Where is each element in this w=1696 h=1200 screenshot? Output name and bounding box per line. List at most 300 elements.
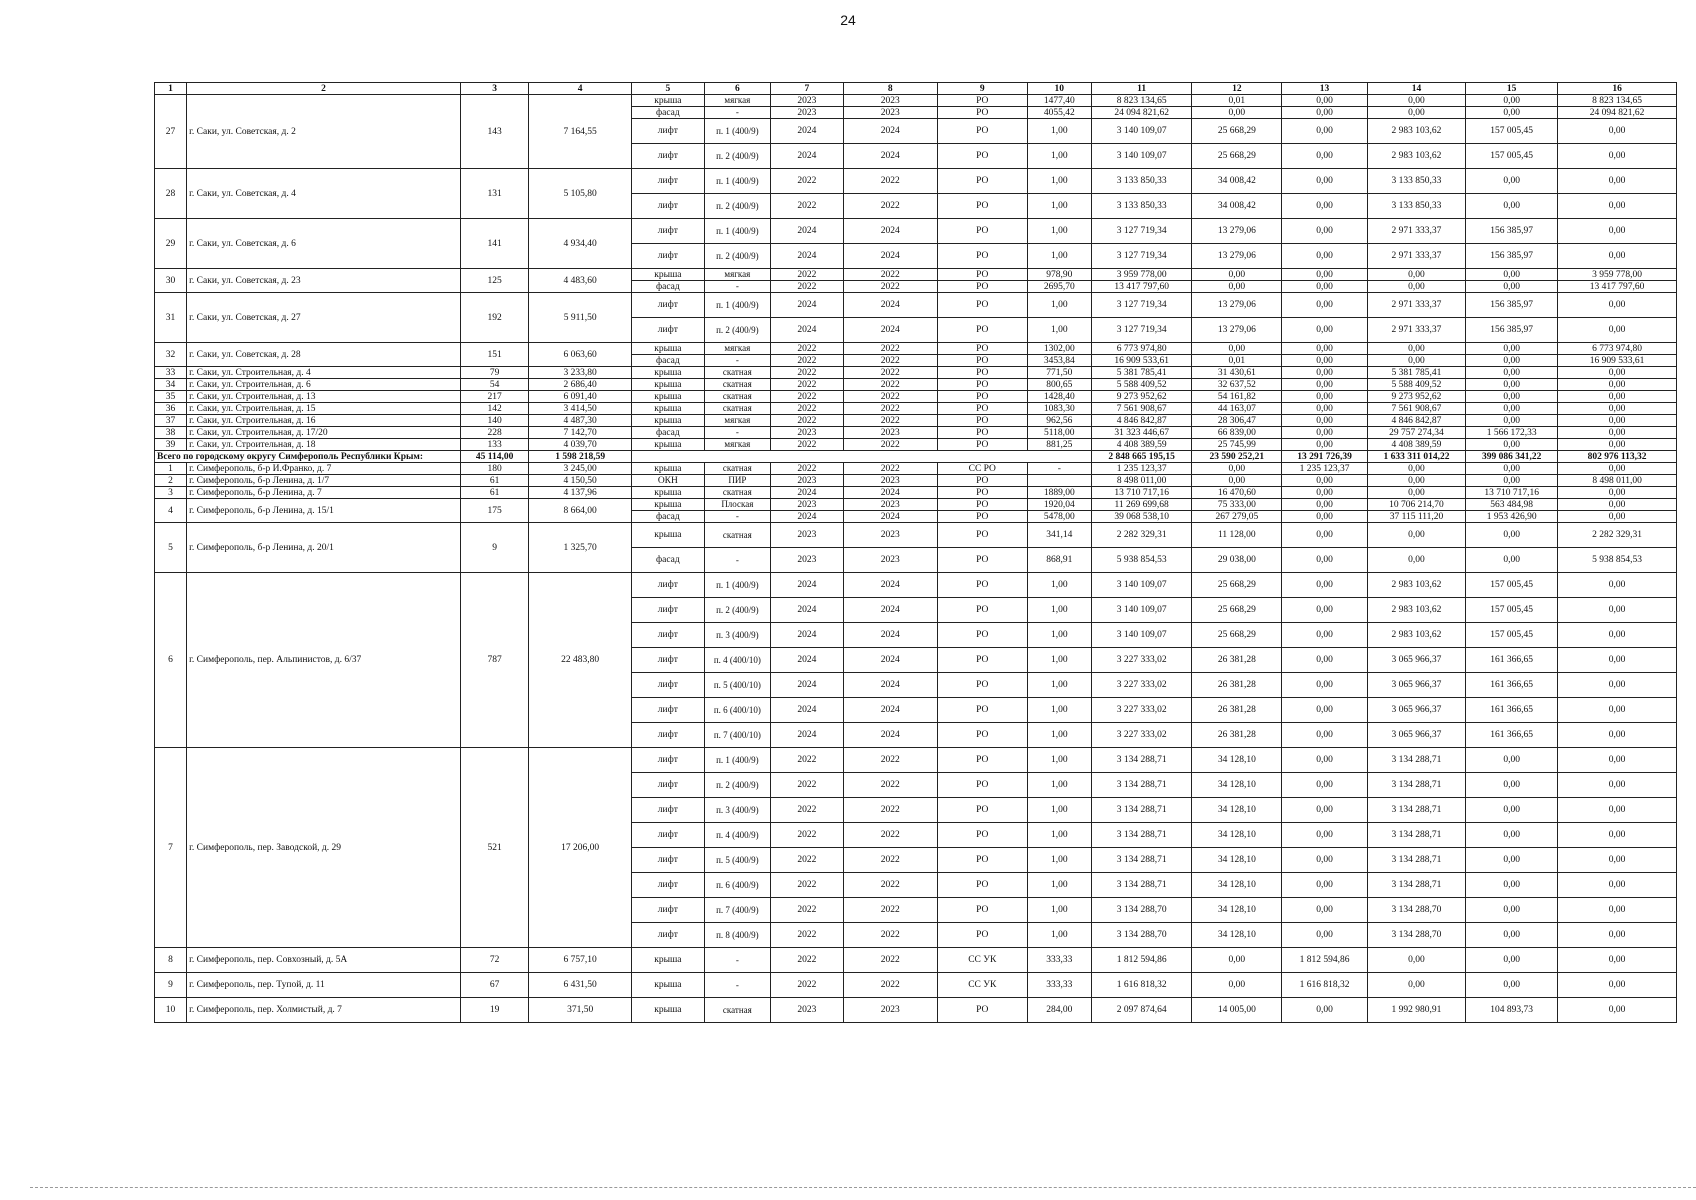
table-cell: крыша <box>631 403 704 415</box>
table-cell: 2023 <box>771 499 844 511</box>
table-cell: 0,00 <box>1192 281 1282 293</box>
table-cell: РО <box>937 391 1027 403</box>
table-cell: 0,00 <box>1466 107 1558 119</box>
table-cell: 3 134 288,71 <box>1091 798 1192 823</box>
table-cell: 2022 <box>843 379 937 391</box>
table-cell: СС УК <box>937 973 1027 998</box>
table-cell: 29 038,00 <box>1192 548 1282 573</box>
address-cell: г. Саки, ул. Строительная, д. 18 <box>187 439 461 451</box>
table-cell: 9 273 952,62 <box>1091 391 1192 403</box>
table-cell: 563 484,98 <box>1466 499 1558 511</box>
table-cell: 2022 <box>843 169 937 194</box>
table-cell: 0,00 <box>1466 898 1558 923</box>
table-cell: 3 140 109,07 <box>1091 623 1192 648</box>
table-cell: 2022 <box>843 748 937 773</box>
table-cell: 2022 <box>771 898 844 923</box>
table-cell: РО <box>937 873 1027 898</box>
table-cell: 24 094 821,62 <box>1558 107 1677 119</box>
table-cell: 157 005,45 <box>1466 573 1558 598</box>
table-cell: лифт <box>631 848 704 873</box>
table-cell: 333,33 <box>1027 973 1091 998</box>
table-cell: 1,00 <box>1027 848 1091 873</box>
table-cell: 6 757,10 <box>529 948 632 973</box>
table-cell: п. 6 (400/10) <box>704 698 770 723</box>
table-cell: п. 1 (400/9) <box>704 748 770 773</box>
table-row <box>155 269 1677 281</box>
table-cell: 26 381,28 <box>1192 648 1282 673</box>
table-cell: 2 282 329,31 <box>1091 523 1192 548</box>
table-cell: 0,00 <box>1282 511 1368 523</box>
address-cell: г. Саки, ул. Строительная, д. 4 <box>187 367 461 379</box>
table-cell: 61 <box>460 475 528 487</box>
table-cell: 25 668,29 <box>1192 573 1282 598</box>
table-cell: 2022 <box>843 269 937 281</box>
table-cell: 2022 <box>843 773 937 798</box>
table-row <box>155 367 1677 379</box>
table-cell: РО <box>937 623 1027 648</box>
table-cell: 0,00 <box>1558 898 1677 923</box>
table-cell: - <box>704 511 770 523</box>
table-cell: 5 381 785,41 <box>1091 367 1192 379</box>
table-cell: лифт <box>631 823 704 848</box>
table-cell: 2022 <box>771 848 844 873</box>
table-cell: 1477,40 <box>1027 95 1091 107</box>
table-cell: РО <box>937 293 1027 318</box>
table-cell: 0,00 <box>1466 548 1558 573</box>
table-cell: 2 971 333,37 <box>1367 244 1465 269</box>
table-cell: п. 2 (400/9) <box>704 144 770 169</box>
table-cell: лифт <box>631 623 704 648</box>
table-cell: 1 812 594,86 <box>1091 948 1192 973</box>
table-cell: 2022 <box>843 823 937 848</box>
table-cell: 1 992 980,91 <box>1367 998 1465 1023</box>
table-cell: 0,00 <box>1558 623 1677 648</box>
table-cell: 0,00 <box>1558 379 1677 391</box>
table-cell: 2022 <box>843 948 937 973</box>
table-cell: РО <box>937 748 1027 773</box>
table-row <box>155 748 1677 773</box>
table-cell: - <box>704 355 770 367</box>
table-cell: 0,00 <box>1192 948 1282 973</box>
address-cell: г. Симферополь, пер. Совхозный, д. 5А <box>187 948 461 973</box>
table-cell: 1,00 <box>1027 898 1091 923</box>
table-cell: 0,00 <box>1282 403 1368 415</box>
table-cell: 3 959 778,00 <box>1558 269 1677 281</box>
total-row <box>155 451 1677 463</box>
table-cell: РО <box>937 673 1027 698</box>
table-cell: 156 385,97 <box>1466 219 1558 244</box>
table-cell: лифт <box>631 194 704 219</box>
table-cell: 0,00 <box>1282 475 1368 487</box>
table-cell: 2022 <box>843 415 937 427</box>
table-cell: 0,00 <box>1466 343 1558 355</box>
table-cell: 2022 <box>843 873 937 898</box>
table-cell: 0,00 <box>1192 343 1282 355</box>
table-cell: 0,00 <box>1558 244 1677 269</box>
table-cell: 11 269 699,68 <box>1091 499 1192 511</box>
table-cell: 2022 <box>771 798 844 823</box>
table-cell: 1 598 218,59 <box>529 451 632 463</box>
table-cell: 0,00 <box>1558 439 1677 451</box>
table-cell: 0,00 <box>1282 773 1368 798</box>
table-cell: - <box>704 973 770 998</box>
table-cell: РО <box>937 119 1027 144</box>
table-cell: 161 366,65 <box>1466 723 1558 748</box>
table-cell: 0,00 <box>1367 95 1465 107</box>
works-table <box>154 82 1677 1023</box>
table-cell: РО <box>937 95 1027 107</box>
table-cell: РО <box>937 367 1027 379</box>
table-cell: РО <box>937 598 1027 623</box>
table-cell: 1,00 <box>1027 723 1091 748</box>
table-cell: 0,00 <box>1558 973 1677 998</box>
table-cell: 2022 <box>843 848 937 873</box>
table-cell: 2024 <box>843 623 937 648</box>
table-cell: РО <box>937 169 1027 194</box>
table-cell: 4 408 389,59 <box>1091 439 1192 451</box>
table-cell: 4 483,60 <box>529 269 632 293</box>
table-cell: лифт <box>631 169 704 194</box>
table-cell: 2022 <box>843 439 937 451</box>
table-cell: п. 8 (400/9) <box>704 923 770 948</box>
table-cell: лифт <box>631 698 704 723</box>
table-cell: 0,00 <box>1466 523 1558 548</box>
table-cell: 3 134 288,71 <box>1091 848 1192 873</box>
row-number: 27 <box>155 95 187 169</box>
table-cell: 4 846 842,87 <box>1091 415 1192 427</box>
table-cell: 3 134 288,71 <box>1091 773 1192 798</box>
table-cell: 333,33 <box>1027 948 1091 973</box>
table-cell: 2024 <box>771 623 844 648</box>
table-cell: 0,00 <box>1282 355 1368 367</box>
table-cell: п. 1 (400/9) <box>704 119 770 144</box>
table-cell: 3 227 333,02 <box>1091 673 1192 698</box>
table-cell: 0,00 <box>1282 623 1368 648</box>
row-number: 34 <box>155 379 187 391</box>
table-cell: 0,00 <box>1282 269 1368 281</box>
table-cell: фасад <box>631 548 704 573</box>
table-cell: 14 005,00 <box>1192 998 1282 1023</box>
table-cell: 2 971 333,37 <box>1367 293 1465 318</box>
table-cell: п. 7 (400/9) <box>704 898 770 923</box>
row-number: 32 <box>155 343 187 367</box>
table-cell: 2024 <box>843 293 937 318</box>
table-cell: 0,00 <box>1282 673 1368 698</box>
table-cell: 341,14 <box>1027 523 1091 548</box>
table-cell: 0,00 <box>1558 923 1677 948</box>
table-cell: 54 <box>460 379 528 391</box>
address-cell: г. Симферополь, пер. Тупой, д. 11 <box>187 973 461 998</box>
table-cell: РО <box>937 475 1027 487</box>
table-cell: 2022 <box>843 343 937 355</box>
table-cell: 0,00 <box>1367 463 1465 475</box>
table-cell: 0,00 <box>1282 499 1368 511</box>
table-cell: РО <box>937 798 1027 823</box>
table-cell: 2 971 333,37 <box>1367 318 1465 343</box>
table-cell: 0,00 <box>1282 427 1368 439</box>
table-cell: 2022 <box>843 281 937 293</box>
table-cell: 0,00 <box>1367 523 1465 548</box>
table-cell: - <box>704 948 770 973</box>
table-cell: 157 005,45 <box>1466 144 1558 169</box>
table-cell: п. 1 (400/9) <box>704 219 770 244</box>
table-cell: 3 134 288,71 <box>1367 748 1465 773</box>
table-cell: 34 128,10 <box>1192 823 1282 848</box>
table-cell: 34 008,42 <box>1192 169 1282 194</box>
table-cell: 161 366,65 <box>1466 698 1558 723</box>
table-cell: 0,00 <box>1282 798 1368 823</box>
table-cell: 2022 <box>771 403 844 415</box>
table-cell: 23 590 252,21 <box>1192 451 1282 463</box>
table-cell: 75 333,00 <box>1192 499 1282 511</box>
table-cell: 2022 <box>771 343 844 355</box>
table-cell: 0,00 <box>1466 475 1558 487</box>
table-cell: 3 133 850,33 <box>1367 194 1465 219</box>
table-cell: РО <box>937 523 1027 548</box>
table-row <box>155 973 1677 998</box>
row-number: 5 <box>155 523 187 573</box>
table-cell: 0,00 <box>1558 403 1677 415</box>
column-header: 4 <box>529 83 632 95</box>
table-cell: 1 566 172,33 <box>1466 427 1558 439</box>
row-number: 35 <box>155 391 187 403</box>
table-cell: РО <box>937 499 1027 511</box>
table-cell: фасад <box>631 511 704 523</box>
table-cell: 267 279,05 <box>1192 511 1282 523</box>
table-cell: 881,25 <box>1027 439 1091 451</box>
table-cell: РО <box>937 343 1027 355</box>
table-cell: 2023 <box>771 475 844 487</box>
address-cell: г. Саки, ул. Строительная, д. 17/20 <box>187 427 461 439</box>
table-cell: 0,00 <box>1558 773 1677 798</box>
table-cell: крыша <box>631 269 704 281</box>
table-cell: лифт <box>631 598 704 623</box>
table-cell: 0,00 <box>1466 748 1558 773</box>
table-cell: 3 140 109,07 <box>1091 119 1192 144</box>
table-cell: 0,00 <box>1282 367 1368 379</box>
table-row <box>155 463 1677 475</box>
table-cell: лифт <box>631 873 704 898</box>
table-cell: 0,00 <box>1282 194 1368 219</box>
table-cell: 2023 <box>843 427 937 439</box>
table-cell: 2023 <box>843 475 937 487</box>
table-cell: 0,00 <box>1558 293 1677 318</box>
table-cell: 2022 <box>843 403 937 415</box>
table-cell: 2 686,40 <box>529 379 632 391</box>
table-cell: 2 848 665 195,15 <box>1091 451 1192 463</box>
table-cell: 2022 <box>771 355 844 367</box>
table-cell: п. 2 (400/9) <box>704 244 770 269</box>
table-cell: 0,00 <box>1558 748 1677 773</box>
table-cell: 61 <box>460 487 528 499</box>
table-cell: 44 163,07 <box>1192 403 1282 415</box>
table-cell: 29 757 274,34 <box>1367 427 1465 439</box>
column-header: 11 <box>1091 83 1192 95</box>
table-cell: 1,00 <box>1027 673 1091 698</box>
table-cell: 34 128,10 <box>1192 748 1282 773</box>
table-cell: 2 983 103,62 <box>1367 119 1465 144</box>
table-cell: 0,00 <box>1558 391 1677 403</box>
table-cell: 1,00 <box>1027 244 1091 269</box>
table-cell: 2023 <box>843 107 937 119</box>
table-cell: фасад <box>631 427 704 439</box>
table-cell: РО <box>937 281 1027 293</box>
table-cell: 0,00 <box>1282 523 1368 548</box>
table-cell: 0,00 <box>1282 107 1368 119</box>
table-cell: 2024 <box>843 673 937 698</box>
table-cell: 9 <box>460 523 528 573</box>
table-cell: 1 235 123,37 <box>1282 463 1368 475</box>
table-cell: РО <box>937 573 1027 598</box>
table-cell: п. 2 (400/9) <box>704 773 770 798</box>
table-cell: 1083,30 <box>1027 403 1091 415</box>
table-cell: 2024 <box>843 119 937 144</box>
table-cell: 2024 <box>843 573 937 598</box>
row-number: 31 <box>155 293 187 343</box>
table-row <box>155 948 1677 973</box>
table-cell: 0,00 <box>1558 723 1677 748</box>
table-cell: 141 <box>460 219 528 269</box>
table-cell: 17 206,00 <box>529 748 632 948</box>
table-cell: РО <box>937 403 1027 415</box>
column-header: 2 <box>187 83 461 95</box>
table-cell: 3 140 109,07 <box>1091 144 1192 169</box>
table-cell: 0,00 <box>1282 219 1368 244</box>
column-header: 14 <box>1367 83 1465 95</box>
table-row <box>155 439 1677 451</box>
table-cell: 1,00 <box>1027 773 1091 798</box>
table-cell: 1 325,70 <box>529 523 632 573</box>
row-number: 2 <box>155 475 187 487</box>
table-cell: 0,00 <box>1558 948 1677 973</box>
table-cell: 156 385,97 <box>1466 293 1558 318</box>
table-cell: 0,00 <box>1192 463 1282 475</box>
table-cell: 3 133 850,33 <box>1367 169 1465 194</box>
table-cell: 161 366,65 <box>1466 673 1558 698</box>
table-cell: 37 115 111,20 <box>1367 511 1465 523</box>
table-cell: 7 164,55 <box>529 95 632 169</box>
table-cell: 2024 <box>771 723 844 748</box>
table-cell: 4 039,70 <box>529 439 632 451</box>
table-cell: 5 588 409,52 <box>1091 379 1192 391</box>
table-cell: крыша <box>631 439 704 451</box>
table-cell: п. 5 (400/9) <box>704 848 770 873</box>
table-cell: 800,65 <box>1027 379 1091 391</box>
table-row <box>155 379 1677 391</box>
table-cell: РО <box>937 379 1027 391</box>
address-cell: г. Саки, ул. Советская, д. 27 <box>187 293 461 343</box>
row-number: 8 <box>155 948 187 973</box>
address-cell: г. Симферополь, б-р Ленина, д. 1/7 <box>187 475 461 487</box>
table-cell: 802 976 113,32 <box>1558 451 1677 463</box>
table-cell: 1,00 <box>1027 798 1091 823</box>
table-cell: 34 128,10 <box>1192 848 1282 873</box>
table-cell: 79 <box>460 367 528 379</box>
column-header: 10 <box>1027 83 1091 95</box>
table-cell: 371,50 <box>529 998 632 1023</box>
row-number: 28 <box>155 169 187 219</box>
table-cell: 2022 <box>771 823 844 848</box>
table-cell: 5 588 409,52 <box>1367 379 1465 391</box>
table-cell: 0,00 <box>1466 948 1558 973</box>
table-cell: 22 483,80 <box>529 573 632 748</box>
table-cell: 0,00 <box>1282 698 1368 723</box>
row-number: 9 <box>155 973 187 998</box>
table-cell: 156 385,97 <box>1466 318 1558 343</box>
table-cell: 2022 <box>771 367 844 379</box>
table-cell: 0,00 <box>1282 898 1368 923</box>
table-cell: крыша <box>631 499 704 511</box>
table-cell: 5478,00 <box>1027 511 1091 523</box>
address-cell: г. Саки, ул. Советская, д. 6 <box>187 219 461 269</box>
table-cell: 2 983 103,62 <box>1367 144 1465 169</box>
table-cell: 34 008,42 <box>1192 194 1282 219</box>
table-cell: 978,90 <box>1027 269 1091 281</box>
table-cell: 0,00 <box>1282 598 1368 623</box>
table-cell: 2024 <box>843 723 937 748</box>
table-cell: 34 128,10 <box>1192 923 1282 948</box>
table-cell: 2024 <box>771 487 844 499</box>
table-cell: 3 227 333,02 <box>1091 723 1192 748</box>
table-cell: РО <box>937 107 1027 119</box>
table-cell: 2024 <box>771 698 844 723</box>
table-cell: 2023 <box>843 523 937 548</box>
table-cell: 0,00 <box>1466 823 1558 848</box>
table-cell: 4 934,40 <box>529 219 632 269</box>
table-cell: РО <box>937 923 1027 948</box>
table-cell: 1 633 311 014,22 <box>1367 451 1465 463</box>
table-cell: РО <box>937 415 1027 427</box>
table-cell: 3 227 333,02 <box>1091 698 1192 723</box>
table-cell: 7 142,70 <box>529 427 632 439</box>
table-cell: 0,00 <box>1558 194 1677 219</box>
table-cell: 2024 <box>843 318 937 343</box>
table-cell: 228 <box>460 427 528 439</box>
table-cell: РО <box>937 648 1027 673</box>
table-cell: 6 431,50 <box>529 973 632 998</box>
table-cell: лифт <box>631 898 704 923</box>
table-cell: 2695,70 <box>1027 281 1091 293</box>
table-cell: 1302,00 <box>1027 343 1091 355</box>
table-cell: 13 291 726,39 <box>1282 451 1368 463</box>
table-cell: РО <box>937 427 1027 439</box>
table-cell: 0,00 <box>1466 367 1558 379</box>
table-cell: 3 134 288,70 <box>1091 923 1192 948</box>
table-cell: 7 561 908,67 <box>1367 403 1465 415</box>
row-number: 1 <box>155 463 187 475</box>
table-cell: 34 128,10 <box>1192 898 1282 923</box>
table-cell: 0,00 <box>1282 823 1368 848</box>
address-cell: г. Симферополь, б-р И.Франко, д. 7 <box>187 463 461 475</box>
table-cell: 0,01 <box>1192 95 1282 107</box>
row-number: 36 <box>155 403 187 415</box>
table-cell: 0,00 <box>1367 281 1465 293</box>
row-number: 30 <box>155 269 187 293</box>
table-cell <box>1027 475 1091 487</box>
table-cell: 2 097 874,64 <box>1091 998 1192 1023</box>
table-cell: 1,00 <box>1027 823 1091 848</box>
table-cell: 180 <box>460 463 528 475</box>
table-cell: 4 137,96 <box>529 487 632 499</box>
table-cell: СС РО <box>937 463 1027 475</box>
table-cell: 0,00 <box>1558 848 1677 873</box>
table-cell: РО <box>937 269 1027 281</box>
table-cell: 2024 <box>771 293 844 318</box>
table-cell: 6 773 974,80 <box>1558 343 1677 355</box>
table-cell: п. 2 (400/9) <box>704 318 770 343</box>
address-cell: г. Симферополь, пер. Альпинистов, д. 6/37 <box>187 573 461 748</box>
table-cell: 0,00 <box>1192 107 1282 119</box>
